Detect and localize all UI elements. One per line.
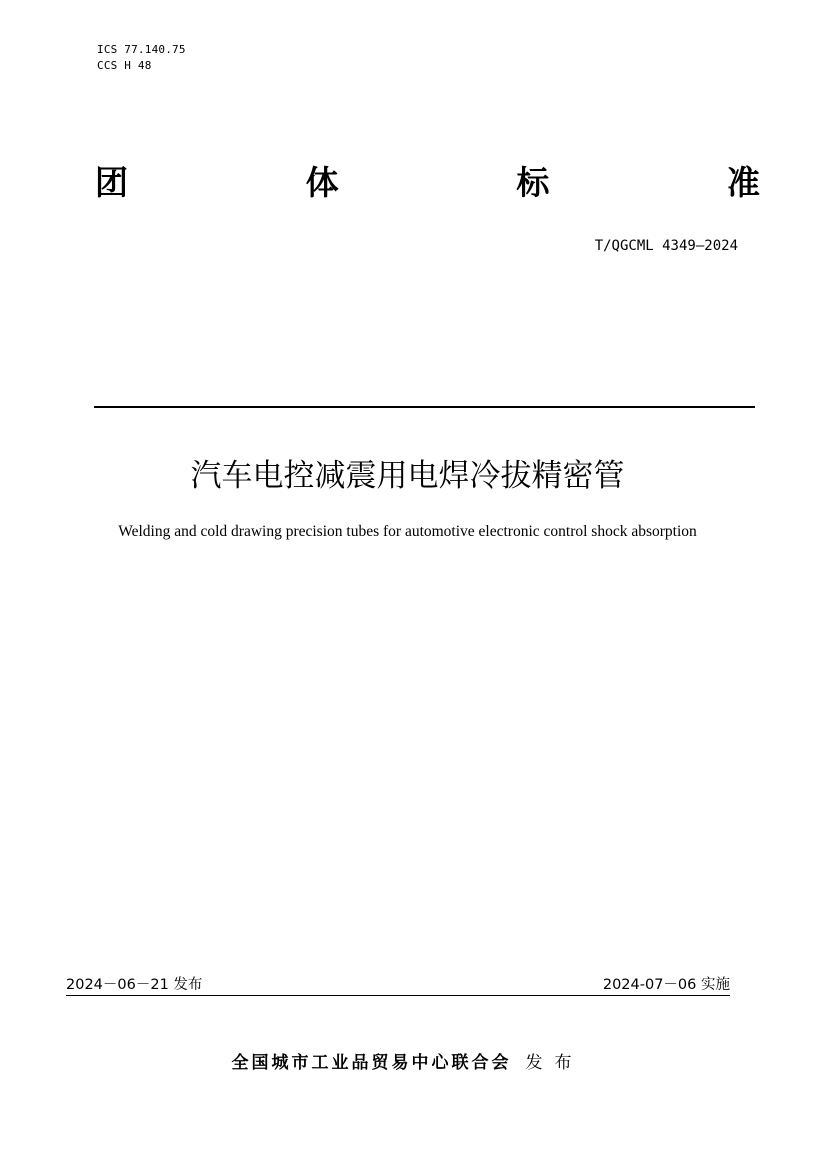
ics-code: ICS 77.140.75 <box>97 43 186 56</box>
date-row <box>66 973 730 996</box>
issuer-action: 发布 <box>525 1053 584 1073</box>
title-chinese: 汽车电控减震用电焊冷拔精密管 <box>190 458 625 494</box>
classification-codes <box>97 42 186 74</box>
standard-type-char: 团 <box>95 162 128 202</box>
standard-type-char: 准 <box>726 162 760 202</box>
implement-date: 2024-07－06 实施 <box>602 977 730 993</box>
standard-type-heading <box>95 158 760 202</box>
standard-number: T/QGCML 4349—2024 <box>594 238 738 254</box>
publish-date: 2024－06－21 发布 <box>66 977 203 993</box>
ccs-code: CCS H 48 <box>97 59 152 72</box>
title-divider <box>94 406 755 408</box>
issuer-line <box>0 1048 815 1073</box>
issuer-name: 全国城市工业品贸易中心联合会 <box>231 1053 512 1073</box>
standard-type-char: 体 <box>305 162 339 202</box>
title-english: Welding and cold drawing precision tubes for automotive electronic control shock absorption <box>118 523 697 540</box>
standard-type-char: 标 <box>516 162 550 202</box>
